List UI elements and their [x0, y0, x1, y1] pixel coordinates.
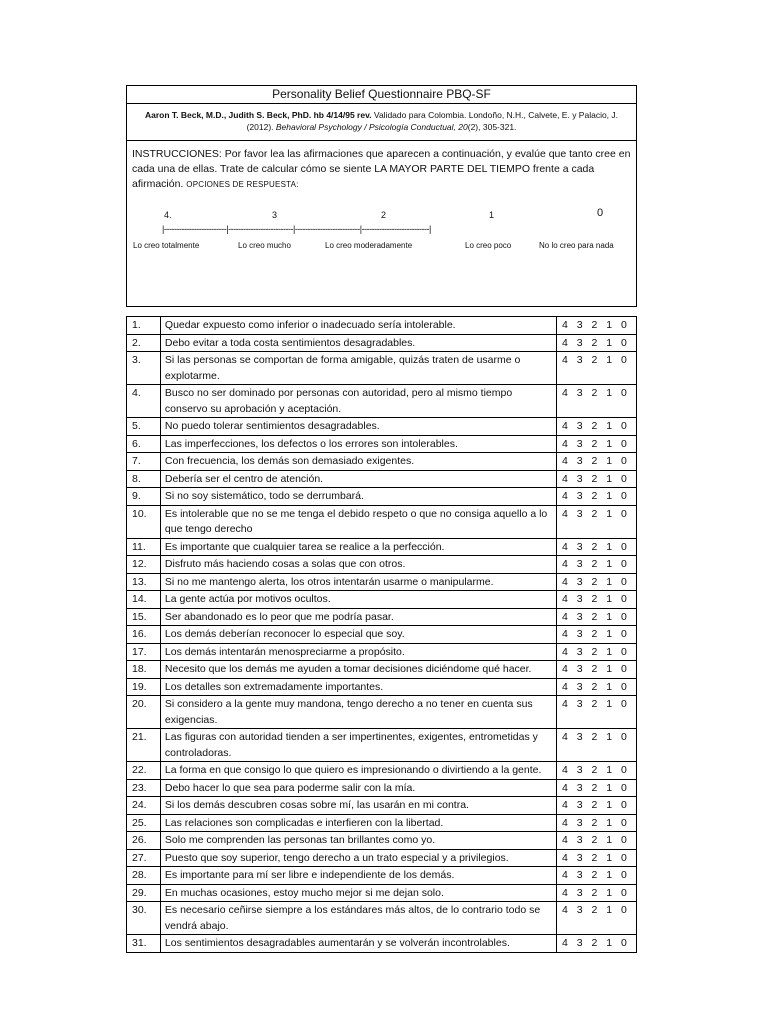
item-number: 10. [127, 505, 161, 538]
item-number: 21. [127, 729, 161, 762]
item-number: 22. [127, 762, 161, 780]
table-row [127, 488, 637, 506]
response-options[interactable]: 4 3 2 1 0 [557, 591, 637, 609]
response-options[interactable]: 4 3 2 1 0 [557, 696, 637, 729]
item-number: 1. [127, 317, 161, 335]
scale-label: Lo creo totalmente [133, 241, 200, 250]
response-options[interactable]: 4 3 2 1 0 [557, 352, 637, 385]
citation [127, 104, 636, 141]
scale-label: Lo creo moderadamente [325, 241, 413, 250]
response-options[interactable]: 4 3 2 1 0 [557, 884, 637, 902]
item-number: 2. [127, 334, 161, 352]
item-number: 30. [127, 902, 161, 935]
item-number: 7. [127, 453, 161, 471]
item-text: Necesito que los demás me ayuden a tomar decisiones diciéndome qué hacer. [160, 661, 556, 679]
response-options[interactable]: 4 3 2 1 0 [557, 867, 637, 885]
table-row [127, 453, 637, 471]
item-text: Si los demás descubren cosas sobre mí, las usarán en mi contra. [160, 797, 556, 815]
table-row [127, 643, 637, 661]
item-text: Debería ser el centro de atención. [160, 470, 556, 488]
table-row [127, 626, 637, 644]
response-options[interactable]: 4 3 2 1 0 [557, 453, 637, 471]
table-row [127, 814, 637, 832]
instructions-text: INSTRUCCIONES: Por favor lea las afirmaciones que aparecen a continuación, y evalúe que tanto cree en cada una de ellas. Trate de calcular cómo se siente LA MAYOR PARTE DEL TIEMPO frente a cada afirmación. [132, 148, 631, 190]
response-options[interactable]: 4 3 2 1 0 [557, 935, 637, 953]
item-text: Si no soy sistemático, todo se derrumbará. [160, 488, 556, 506]
item-text: Las figuras con autoridad tienden a ser impertinentes, exigentes, entrometidas y controladoras. [160, 729, 556, 762]
options-label: OPCIONES DE RESPUESTA: [186, 180, 299, 189]
scale-number: 2 [381, 210, 387, 220]
table-row [127, 334, 637, 352]
document-title: Personality Belief Questionnaire PBQ-SF [127, 86, 636, 104]
scale-number: 4. [164, 210, 172, 220]
item-text: En muchas ocasiones, estoy mucho mejor si me dejan solo. [160, 884, 556, 902]
items-table [126, 316, 637, 953]
response-options[interactable]: 4 3 2 1 0 [557, 832, 637, 850]
table-row [127, 867, 637, 885]
item-text: Disfruto más haciendo cosas a solas que con otros. [160, 556, 556, 574]
item-number: 18. [127, 661, 161, 679]
item-text: Es intolerable que no se me tenga el debido respeto o que no consiga aquello a lo que tengo derecho [160, 505, 556, 538]
response-options[interactable]: 4 3 2 1 0 [557, 797, 637, 815]
response-options[interactable]: 4 3 2 1 0 [557, 643, 637, 661]
table-row [127, 729, 637, 762]
table-row [127, 556, 637, 574]
item-number: 19. [127, 678, 161, 696]
response-options[interactable]: 4 3 2 1 0 [557, 762, 637, 780]
response-options[interactable]: 4 3 2 1 0 [557, 729, 637, 762]
item-number: 16. [127, 626, 161, 644]
item-number: 31. [127, 935, 161, 953]
response-options[interactable]: 4 3 2 1 0 [557, 678, 637, 696]
item-text: Las imperfecciones, los defectos o los errores son intolerables. [160, 435, 556, 453]
response-options[interactable]: 4 3 2 1 0 [557, 418, 637, 436]
response-options[interactable]: 4 3 2 1 0 [557, 849, 637, 867]
item-text: Es importante para mí ser libre e independiente de los demás. [160, 867, 556, 885]
table-row [127, 573, 637, 591]
table-row [127, 470, 637, 488]
header-frame [126, 85, 637, 307]
response-scale [132, 198, 632, 276]
item-text: Busco no ser dominado por personas con autoridad, pero al mismo tiempo conservo su aprobación y aceptación. [160, 385, 556, 418]
item-text: Las relaciones son complicadas e interfieren con la libertad. [160, 814, 556, 832]
table-row [127, 696, 637, 729]
item-number: 5. [127, 418, 161, 436]
item-text: Si no me mantengo alerta, los otros intentarán usarme o manipularme. [160, 573, 556, 591]
item-text: Es necesario ceñirse siempre a los estándares más altos, de lo contrario todo se vendrá abajo. [160, 902, 556, 935]
item-number: 6. [127, 435, 161, 453]
item-text: Puesto que soy superior, tengo derecho a un trato especial y a privilegios. [160, 849, 556, 867]
response-options[interactable]: 4 3 2 1 0 [557, 902, 637, 935]
item-number: 26. [127, 832, 161, 850]
table-row [127, 762, 637, 780]
item-number: 15. [127, 608, 161, 626]
response-options[interactable]: 4 3 2 1 0 [557, 661, 637, 679]
response-options[interactable]: 4 3 2 1 0 [557, 488, 637, 506]
table-row [127, 797, 637, 815]
response-options[interactable]: 4 3 2 1 0 [557, 814, 637, 832]
table-row [127, 884, 637, 902]
item-number: 11. [127, 538, 161, 556]
item-text: Solo me comprenden las personas tan brillantes como yo. [160, 832, 556, 850]
table-row [127, 779, 637, 797]
item-text: Los demás intentarán menospreciarme a propósito. [160, 643, 556, 661]
scale-label: Lo creo poco [465, 241, 512, 250]
item-text: Ser abandonado es lo peor que me podría pasar. [160, 608, 556, 626]
scale-number: 1 [489, 210, 495, 220]
table-row [127, 435, 637, 453]
item-text: Debo evitar a toda costa sentimientos desagradables. [160, 334, 556, 352]
item-text: Con frecuencia, los demás son demasiado exigentes. [160, 453, 556, 471]
questionnaire-page [126, 85, 637, 953]
response-options[interactable]: 4 3 2 1 0 [557, 317, 637, 335]
item-number: 8. [127, 470, 161, 488]
citation-year: (2012). [246, 122, 274, 132]
item-number: 17. [127, 643, 161, 661]
citation-issue: (2), [467, 122, 481, 132]
item-text: Es importante que cualquier tarea se realice a la perfección. [160, 538, 556, 556]
item-number: 4. [127, 385, 161, 418]
response-options[interactable]: 4 3 2 1 0 [557, 538, 637, 556]
response-options[interactable]: 4 3 2 1 0 [557, 505, 637, 538]
response-options[interactable]: 4 3 2 1 0 [557, 470, 637, 488]
table-row [127, 352, 637, 385]
response-options[interactable]: 4 3 2 1 0 [557, 573, 637, 591]
item-text: No puedo tolerar sentimientos desagradables. [160, 418, 556, 436]
item-text: La gente actúa por motivos ocultos. [160, 591, 556, 609]
item-text: Quedar expuesto como inferior o inadecuado sería intolerable. [160, 317, 556, 335]
item-number: 25. [127, 814, 161, 832]
item-number: 24. [127, 797, 161, 815]
table-row [127, 935, 637, 953]
table-row [127, 591, 637, 609]
item-number: 3. [127, 352, 161, 385]
table-row [127, 608, 637, 626]
scale-label: No lo creo para nada [539, 241, 614, 250]
instructions-section [127, 141, 636, 306]
items-body [127, 317, 637, 953]
table-row [127, 385, 637, 418]
item-number: 23. [127, 779, 161, 797]
item-number: 13. [127, 573, 161, 591]
item-number: 14. [127, 591, 161, 609]
scale-label: Lo creo mucho [238, 241, 291, 250]
response-options[interactable]: 4 3 2 1 0 [557, 556, 637, 574]
response-options[interactable]: 4 3 2 1 0 [557, 385, 637, 418]
scale-number: 3 [272, 210, 278, 220]
item-text: Los sentimientos desagradables aumentarán y se volverán incontrolables. [160, 935, 556, 953]
item-number: 12. [127, 556, 161, 574]
item-text: Los detalles son extremadamente importantes. [160, 678, 556, 696]
response-options[interactable]: 4 3 2 1 0 [557, 626, 637, 644]
citation-journal: Behavioral Psychology / Psicología Conductual, 20 [275, 122, 468, 132]
scale-number: 0 [597, 207, 604, 219]
item-number: 28. [127, 867, 161, 885]
response-options[interactable]: 4 3 2 1 0 [557, 608, 637, 626]
citation-validated: Validado para Colombia. Londoño, N.H., Calvete, E. y Palacio, J. [373, 110, 619, 120]
table-row [127, 661, 637, 679]
table-row [127, 317, 637, 335]
table-row [127, 538, 637, 556]
table-row [127, 832, 637, 850]
citation-authors: Aaron T. Beck, M.D., Judith S. Beck, PhD. hb 4/14/95 rev. [144, 110, 372, 120]
table-row [127, 902, 637, 935]
table-row [127, 418, 637, 436]
item-text: Debo hacer lo que sea para poderme salir con la mía. [160, 779, 556, 797]
table-row [127, 849, 637, 867]
response-options[interactable]: 4 3 2 1 0 [557, 334, 637, 352]
item-number: 20. [127, 696, 161, 729]
response-options[interactable]: 4 3 2 1 0 [557, 435, 637, 453]
table-row [127, 678, 637, 696]
item-number: 27. [127, 849, 161, 867]
item-text: Si las personas se comportan de forma amigable, quizás traten de usarme o explotarme. [160, 352, 556, 385]
citation-pages: 305-321. [482, 122, 517, 132]
item-number: 29. [127, 884, 161, 902]
item-text: Los demás deberían reconocer lo especial que soy. [160, 626, 556, 644]
scale-line: |-------------------------|--------------------------|--------------------------|---------------------------| [162, 224, 431, 234]
item-text: Si considero a la gente muy mandona, tengo derecho a no tener en cuenta sus exigencias. [160, 696, 556, 729]
response-options[interactable]: 4 3 2 1 0 [557, 779, 637, 797]
table-row [127, 505, 637, 538]
item-number: 9. [127, 488, 161, 506]
item-text: La forma en que consigo lo que quiero es impresionando o divirtiendo a la gente. [160, 762, 556, 780]
